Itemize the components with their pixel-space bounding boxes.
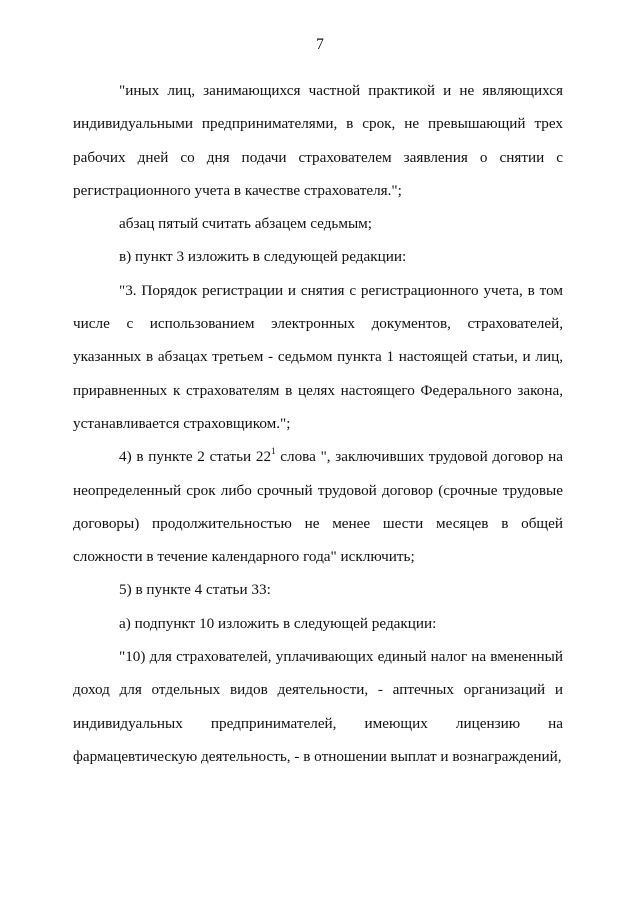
paragraph-item-4-start: 4) в пункте 2 статьи 22 [119, 448, 272, 466]
paragraph-item-4 [73, 440, 563, 573]
paragraph-subitem-10: "10) для страхователей, уплачивающих единый налог на вмененный доход для отдельных видов деятельности, - аптечных организаций и индивидуальных предпринимателей, имеющих лицензию на фармацевтическую деятельность, - в отношении выплат и вознаграждений, [73, 648, 563, 765]
paragraph-item-v: в) пункт 3 изложить в следующей редакции: [119, 248, 407, 266]
paragraph-quote-persons: "иных лиц, занимающихся частной практикой и не являющихся индивидуальными предпринимателями, в срок, не превышающий трех рабочих дней со дня подачи страхователем заявления о снятии с регистрационного учета в качестве страхователя."; [73, 82, 563, 199]
paragraph-abzac-five: абзац пятый считать абзацем седьмым; [119, 215, 372, 233]
paragraph-punkt-3: "3. Порядок регистрации и снятия с регистрационного учета, в том числе с использованием электронных документов, страхователей, указанных в абзацах третьем - седьмом пункта 1 настоящей статьи, и лиц, приравненных к страхователям в целях настоящего Федерального закона, устанавливается страховщиком."; [73, 281, 563, 432]
paragraph-item-a: а) подпункт 10 изложить в следующей редакции: [119, 614, 437, 632]
document-body [73, 74, 563, 773]
page-number: 7 [316, 36, 324, 53]
article-superscript: 1 [271, 446, 276, 457]
paragraph-item-5: 5) в пункте 4 статьи 33: [119, 581, 271, 599]
paragraph-item-4-rest: слова ", заключивших трудовой договор на неопределенный срок либо срочный трудовой договор (срочные трудовые договоры) продолжительностью не менее шести месяцев в общей сложности в течение календарного года" исключить; [73, 448, 563, 566]
